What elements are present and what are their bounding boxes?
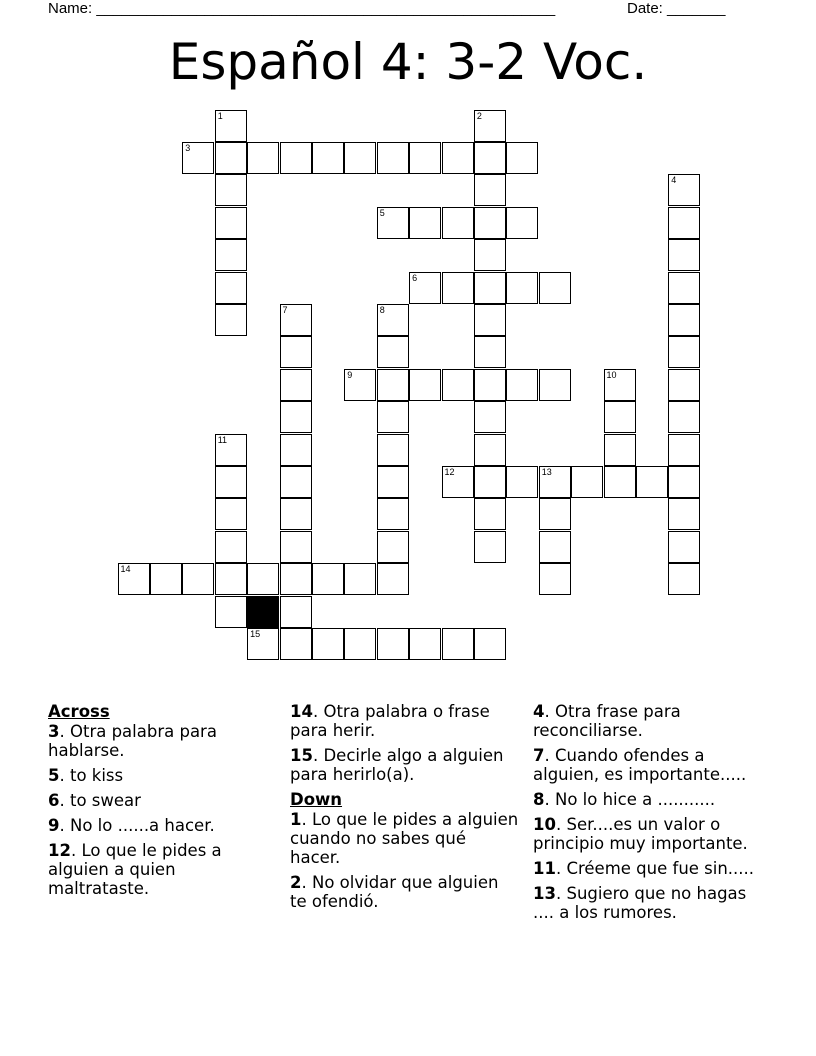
down-clue-2: 2. No olvidar que alguien te ofendió. (290, 873, 499, 911)
crossword-cell[interactable] (474, 369, 506, 401)
crossword-cell[interactable] (377, 628, 409, 660)
crossword-cell[interactable] (539, 272, 571, 304)
clue-number-label: 7 (533, 746, 545, 765)
crossword-cell[interactable] (280, 304, 312, 336)
crossword-cell[interactable] (280, 498, 312, 530)
clue-number: 15 (250, 628, 261, 639)
crossword-cell[interactable] (377, 336, 409, 368)
clue-number-label: 1 (290, 810, 302, 829)
crossword-cell[interactable] (215, 563, 247, 595)
crossword-cell[interactable] (377, 401, 409, 433)
crossword-cell[interactable] (442, 369, 474, 401)
crossword-cell[interactable] (506, 272, 538, 304)
clue-column-3 (533, 702, 763, 928)
clue-text: to kiss (69, 766, 124, 785)
clue-number-label: 2 (290, 873, 302, 892)
crossword-cell[interactable] (215, 207, 247, 239)
clue-number: 8 (379, 304, 385, 315)
crossword-cell[interactable] (377, 142, 409, 174)
clue-number-label: 9 (48, 816, 60, 835)
crossword-cell[interactable] (182, 563, 214, 595)
clue-number: 1 (217, 110, 223, 121)
crossword-cell[interactable] (474, 466, 506, 498)
clue-number-label: 3 (48, 722, 60, 741)
clue-number: 12 (444, 466, 455, 477)
clue-text: Otra palabra para hablarse. (48, 722, 217, 760)
crossword-cell[interactable] (247, 142, 279, 174)
crossword-cell[interactable] (409, 272, 441, 304)
crossword-cell[interactable] (442, 142, 474, 174)
crossword-cell[interactable] (506, 142, 538, 174)
clue-text: Sugiero que no hagas .... a los rumores. (533, 884, 747, 922)
clue-number-label: 13 (533, 884, 556, 903)
clue-number: 2 (476, 110, 482, 121)
crossword-cell[interactable] (215, 434, 247, 466)
crossword-cell[interactable] (506, 466, 538, 498)
crossword-cell[interactable] (280, 401, 312, 433)
down-clue-11: 11. Créeme que fue sin..... (533, 859, 755, 878)
across-heading: Across (48, 702, 110, 721)
crossword-cell[interactable] (377, 369, 409, 401)
crossword-cell[interactable] (215, 142, 247, 174)
clue-number-label: 8 (533, 790, 545, 809)
clue-text: Ser....es un valor o principio muy importante. (533, 815, 748, 853)
crossword-cell[interactable] (668, 272, 700, 304)
across-clue-9: 9. No lo ......a hacer. (48, 816, 215, 835)
crossword-cell[interactable] (215, 239, 247, 271)
crossword-cell[interactable] (215, 466, 247, 498)
crossword-cell[interactable] (150, 563, 182, 595)
crossword-cell[interactable] (442, 207, 474, 239)
clue-text: Lo que le pides a alguien a quien maltrataste. (48, 841, 222, 898)
clue-number-label: 6 (48, 791, 60, 810)
down-clue-13: 13. Sugiero que no hagas .... a los rumores. (533, 884, 747, 922)
clue-number-label: 14 (290, 702, 313, 721)
crossword-cell[interactable] (474, 401, 506, 433)
clue-text: Cuando ofendes a alguien, es importante..... (533, 746, 747, 784)
crossword-cell[interactable] (668, 174, 700, 206)
crossword-cell[interactable] (668, 434, 700, 466)
across-clue-12: 12. Lo que le pides a alguien a quien maltrataste. (48, 841, 222, 898)
crossword-cell[interactable] (377, 207, 409, 239)
across-clue-6: 6. to swear (48, 791, 141, 810)
crossword-cell[interactable] (280, 434, 312, 466)
crossword-cell[interactable] (280, 369, 312, 401)
crossword-cell[interactable] (344, 563, 376, 595)
clue-number-label: 11 (533, 859, 556, 878)
crossword-cell[interactable] (280, 596, 312, 628)
crossword-cell[interactable] (377, 563, 409, 595)
crossword-cell[interactable] (377, 466, 409, 498)
clue-number: 11 (217, 434, 228, 445)
crossword-cell[interactable] (247, 563, 279, 595)
clue-text: to swear (69, 791, 141, 810)
clue-number: 7 (282, 304, 288, 315)
crossword-cell[interactable] (604, 401, 636, 433)
down-clue-4: 4. Otra frase para reconciliarse. (533, 702, 681, 740)
crossword-black-cell (247, 596, 279, 628)
down-clue-1: 1. Lo que le pides a alguien cuando no sabes qué hacer. (290, 810, 519, 867)
crossword-cell[interactable] (539, 563, 571, 595)
clue-number: 5 (379, 207, 385, 218)
clue-text: Créeme que fue sin..... (566, 859, 755, 878)
date-field-label: Date: _______ (627, 0, 726, 17)
clue-number: 3 (185, 142, 191, 153)
crossword-cell[interactable] (280, 563, 312, 595)
crossword-cell[interactable] (539, 466, 571, 498)
crossword-cell[interactable] (604, 369, 636, 401)
crossword-cell[interactable] (636, 466, 668, 498)
down-clue-10: 10. Ser....es un valor o principio muy importante. (533, 815, 748, 853)
crossword-cell[interactable] (506, 369, 538, 401)
crossword-cell[interactable] (668, 466, 700, 498)
crossword-cell[interactable] (539, 531, 571, 563)
crossword-cell[interactable] (344, 142, 376, 174)
crossword-cell[interactable] (247, 628, 279, 660)
crossword-cell[interactable] (668, 239, 700, 271)
crossword-cell[interactable] (280, 336, 312, 368)
clue-number: 13 (541, 466, 552, 477)
crossword-cell[interactable] (474, 336, 506, 368)
clue-text: Otra palabra o frase para herir. (290, 702, 490, 740)
clue-text: No lo ......a hacer. (69, 816, 215, 835)
crossword-cell[interactable] (539, 369, 571, 401)
clue-text: Decirle algo a alguien para herirlo(a). (290, 746, 504, 784)
across-clue-14: 14. Otra palabra o frase para herir. (290, 702, 490, 740)
crossword-cell[interactable] (604, 434, 636, 466)
crossword-cell[interactable] (409, 142, 441, 174)
clue-number-label: 12 (48, 841, 71, 860)
crossword-cell[interactable] (442, 628, 474, 660)
down-clue-7: 7. Cuando ofendes a alguien, es importante..... (533, 746, 747, 784)
crossword-cell[interactable] (668, 304, 700, 336)
name-field-label: Name: _______________________________________________________ (48, 0, 556, 17)
clue-number-label: 10 (533, 815, 556, 834)
crossword-cell[interactable] (215, 531, 247, 563)
across-clue-15: 15. Decirle algo a alguien para herirlo(a). (290, 746, 504, 784)
clue-number: 6 (412, 272, 418, 283)
crossword-cell[interactable] (215, 272, 247, 304)
crossword-cell[interactable] (474, 174, 506, 206)
crossword-cell[interactable] (344, 369, 376, 401)
across-clue-3: 3. Otra palabra para hablarse. (48, 722, 217, 760)
crossword-cell[interactable] (344, 628, 376, 660)
crossword-cell[interactable] (280, 531, 312, 563)
crossword-cell[interactable] (474, 304, 506, 336)
clue-number: 9 (347, 369, 353, 380)
crossword-cell[interactable] (539, 498, 571, 530)
crossword-cell[interactable] (474, 239, 506, 271)
crossword-cell[interactable] (409, 369, 441, 401)
crossword-cell[interactable] (377, 498, 409, 530)
crossword-cell[interactable] (668, 369, 700, 401)
crossword-cell[interactable] (668, 336, 700, 368)
crossword-cell[interactable] (377, 304, 409, 336)
clue-number: 14 (120, 564, 131, 575)
clue-column-1 (48, 702, 278, 904)
crossword-cell[interactable] (377, 434, 409, 466)
down-clue-8: 8. No lo hice a ........... (533, 790, 716, 809)
crossword-cell[interactable] (442, 272, 474, 304)
crossword-cell[interactable] (280, 142, 312, 174)
crossword-cell[interactable] (409, 628, 441, 660)
clue-number-label: 5 (48, 766, 60, 785)
crossword-cell[interactable] (312, 563, 344, 595)
crossword-cell[interactable] (312, 628, 344, 660)
crossword-cell[interactable] (474, 434, 506, 466)
crossword-cell[interactable] (312, 142, 344, 174)
crossword-cell[interactable] (668, 207, 700, 239)
crossword-cell[interactable] (474, 207, 506, 239)
crossword-cell[interactable] (474, 628, 506, 660)
crossword-cell[interactable] (182, 142, 214, 174)
crossword-cell[interactable] (474, 531, 506, 563)
down-heading: Down (290, 790, 343, 809)
clue-column-2 (290, 702, 520, 917)
crossword-cell[interactable] (118, 563, 150, 595)
crossword-cell[interactable] (506, 207, 538, 239)
crossword-cell[interactable] (474, 110, 506, 142)
crossword-cell[interactable] (474, 142, 506, 174)
clue-number-label: 4 (533, 702, 545, 721)
crossword-cell[interactable] (377, 531, 409, 563)
clue-text: Lo que le pides a alguien cuando no sabes qué hacer. (290, 810, 519, 867)
crossword-cell[interactable] (215, 174, 247, 206)
clue-number-label: 15 (290, 746, 313, 765)
crossword-cell[interactable] (280, 466, 312, 498)
crossword-cell[interactable] (280, 628, 312, 660)
crossword-cell[interactable] (668, 401, 700, 433)
crossword-cell[interactable] (474, 272, 506, 304)
crossword-cell[interactable] (215, 596, 247, 628)
crossword-cell[interactable] (668, 498, 700, 530)
across-clue-5: 5. to kiss (48, 766, 124, 785)
crossword-cell[interactable] (571, 466, 603, 498)
clue-text: No olvidar que alguien te ofendió. (290, 873, 499, 911)
clue-text: No lo hice a ........... (554, 790, 716, 809)
crossword-cell[interactable] (409, 207, 441, 239)
crossword-cell[interactable] (604, 466, 636, 498)
crossword-cell[interactable] (668, 531, 700, 563)
crossword-cell[interactable] (668, 563, 700, 595)
clue-number: 10 (606, 369, 617, 380)
page-title: Español 4: 3-2 Voc. (168, 33, 648, 91)
crossword-cell[interactable] (215, 110, 247, 142)
crossword-cell[interactable] (215, 304, 247, 336)
crossword-cell[interactable] (474, 498, 506, 530)
clue-text: Otra frase para reconciliarse. (533, 702, 681, 740)
crossword-cell[interactable] (442, 466, 474, 498)
clue-number: 4 (671, 175, 677, 186)
crossword-cell[interactable] (215, 498, 247, 530)
